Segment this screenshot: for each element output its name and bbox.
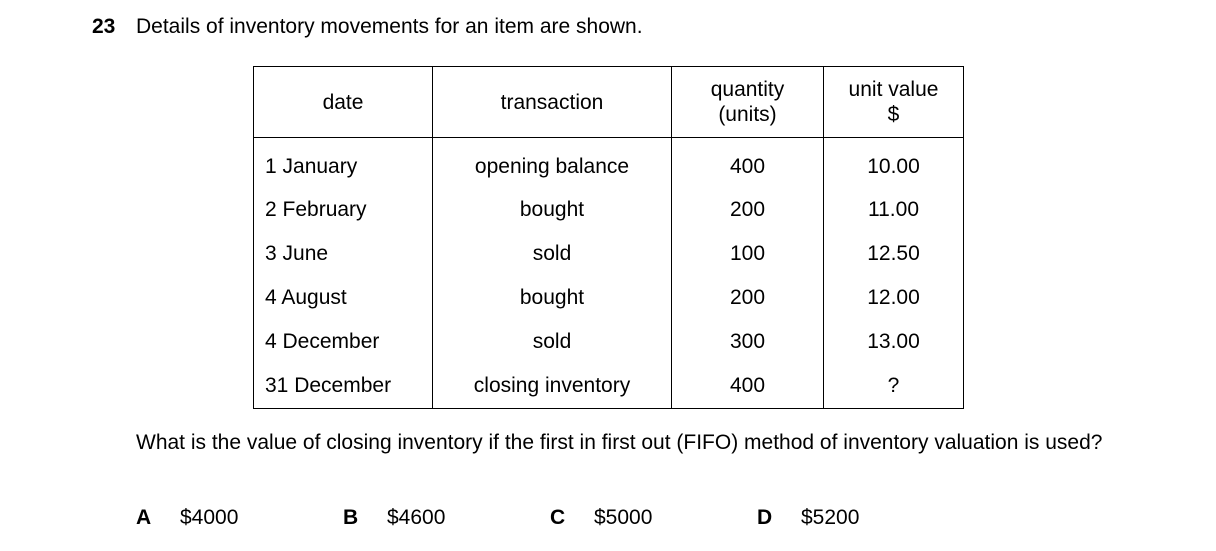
cell-unit-value: 12.50 [824,232,964,276]
cell-transaction: bought [433,276,672,320]
cell-transaction: opening balance [433,138,672,189]
header-unit-value-line2: $ [887,103,900,126]
cell-date: 2 February [254,188,433,232]
table-row [254,320,964,364]
table-row [254,232,964,276]
table-header-row [254,67,964,138]
cell-unit-value: 11.00 [824,188,964,232]
table-row [254,276,964,320]
question-stem: Details of inventory movements for an item are shown. [136,15,643,38]
cell-unit-value: 13.00 [824,320,964,364]
cell-date: 31 December [254,364,433,409]
cell-quantity: 200 [672,276,824,320]
header-unit-value-line1: unit value [848,78,939,101]
option-a[interactable] [136,505,238,531]
option-c[interactable] [550,505,652,531]
question-number: 23 [92,15,116,38]
header-transaction [433,67,672,138]
table-row [254,138,964,189]
option-value: $4600 [387,506,446,529]
option-letter: D [757,506,773,529]
header-quantity-line1: quantity [710,78,785,101]
option-b[interactable] [343,505,445,531]
option-letter: A [136,506,152,529]
cell-date: 4 August [254,276,433,320]
option-letter: C [550,506,566,529]
cell-quantity: 300 [672,320,824,364]
cell-quantity: 400 [672,364,824,409]
option-letter: B [343,506,359,529]
cell-quantity: 200 [672,188,824,232]
cell-date: 3 June [254,232,433,276]
header-transaction-label: transaction [500,90,604,114]
cell-date: 4 December [254,320,433,364]
header-date [254,67,433,138]
header-date-label: date [322,90,364,114]
cell-transaction: bought [433,188,672,232]
table-row [254,364,964,409]
question-prompt: What is the value of closing inventory if the first in first out (FIFO) method of inventory valuation is used? [136,431,1103,454]
option-value: $4000 [180,506,239,529]
cell-date: 1 January [254,138,433,189]
cell-quantity: 100 [672,232,824,276]
cell-unit-value: ? [824,364,964,409]
question-header [92,14,643,40]
cell-transaction: sold [433,320,672,364]
header-quantity [672,67,824,138]
cell-unit-value: 12.00 [824,276,964,320]
cell-unit-value: 10.00 [824,138,964,189]
option-value: $5000 [594,506,653,529]
inventory-table [253,66,964,409]
cell-transaction: closing inventory [433,364,672,409]
header-quantity-line2: (units) [718,103,777,126]
cell-quantity: 400 [672,138,824,189]
cell-transaction: sold [433,232,672,276]
option-value: $5200 [801,506,860,529]
table-row [254,188,964,232]
option-d[interactable] [757,505,859,531]
header-unit-value [824,67,964,138]
